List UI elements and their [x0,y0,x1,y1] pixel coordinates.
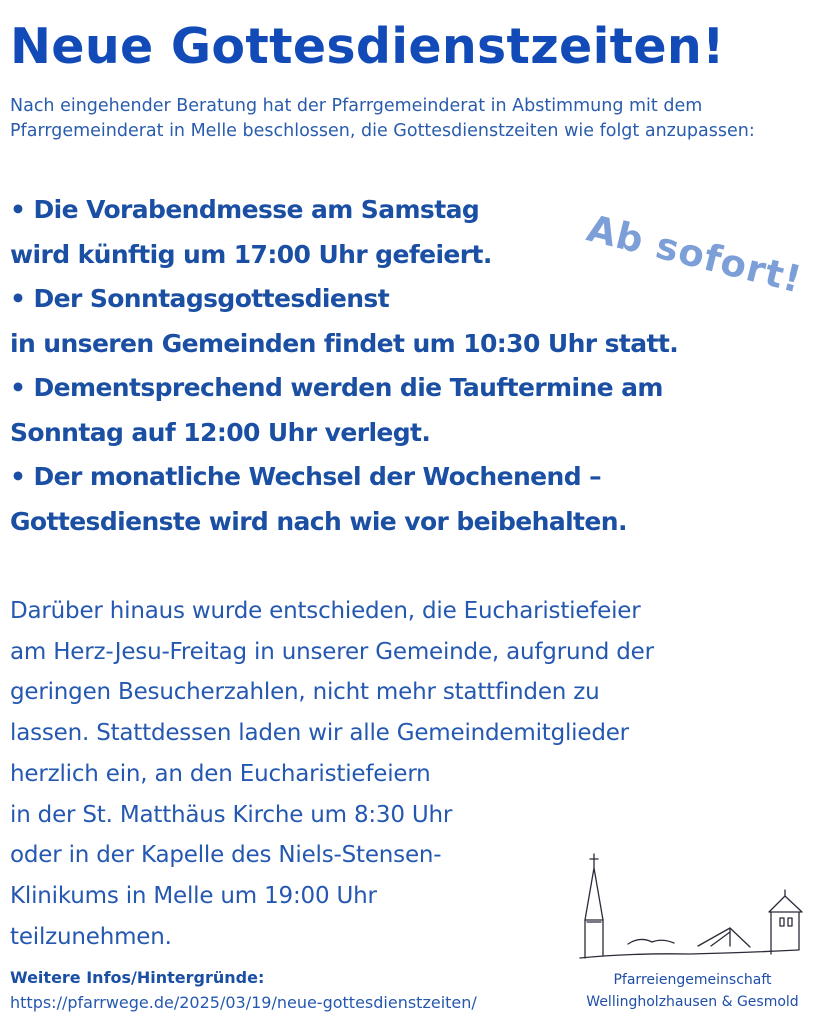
announcement-list [10,188,678,544]
bullet-line: wird künftig um 17:00 Uhr gefeiert. [10,239,492,269]
logo-line-2: Wellingholzhausen & Gesmold [586,994,799,1010]
logo-line-1: Pfarreiengemeinschaft [613,972,772,988]
bullet-line: • Der Sonntagsgottesdienst [10,284,390,313]
info-link[interactable]: https://pfarrwege.de/2025/03/19/neue-gottesdienstzeiten/ [10,993,477,1012]
parish-logo [570,850,815,1020]
body-line: teilzunehmen. [10,923,172,950]
church-skyline-icon [570,850,815,970]
body-line: lassen. Stattdessen laden wir alle Gemeindemitglieder [10,720,629,747]
body-line: am Herz-Jesu-Freitag in unserer Gemeinde, aufgrund der [10,638,654,665]
bullet-line: • Die Vorabendmesse am Samstag [10,195,480,224]
bullet-line: Sonntag auf 12:00 Uhr verlegt. [10,417,431,447]
page-title: Neue Gottesdienstzeiten! [10,18,725,75]
bullet-line: • Dementsprechend werden die Tauftermine am [10,373,663,402]
bullet-line: Gottesdienste wird nach wie vor beibehalten. [10,506,627,536]
ab-sofort-stamp: Ab sofort! [582,206,807,302]
info-label: Weitere Infos/Hintergründe: [10,968,265,987]
body-line: Darüber hinaus wurde entschieden, die Eucharistiefeier [10,598,641,624]
body-line: Klinikums in Melle um 19:00 Uhr [10,882,377,909]
body-line: herzlich ein, an den Eucharistiefeiern [10,760,431,787]
intro-text: Nach eingehender Beratung hat der Pfarrgemeinderat in Abstimmung mit dem Pfarrgemeinderat in Melle beschlossen, die Gottesdienstzeiten wie folgt anzupassen: [10,96,755,141]
body-line: oder in der Kapelle des Niels-Stensen- [10,842,442,869]
bullet-line: • Der monatliche Wechsel der Wochenend – [10,462,602,491]
body-line: in der St. Matthäus Kirche um 8:30 Uhr [10,801,453,828]
body-line: geringen Besucherzahlen, nicht mehr stattfinden zu [10,679,600,706]
bullet-line: in unseren Gemeinden findet um 10:30 Uhr statt. [10,328,679,358]
